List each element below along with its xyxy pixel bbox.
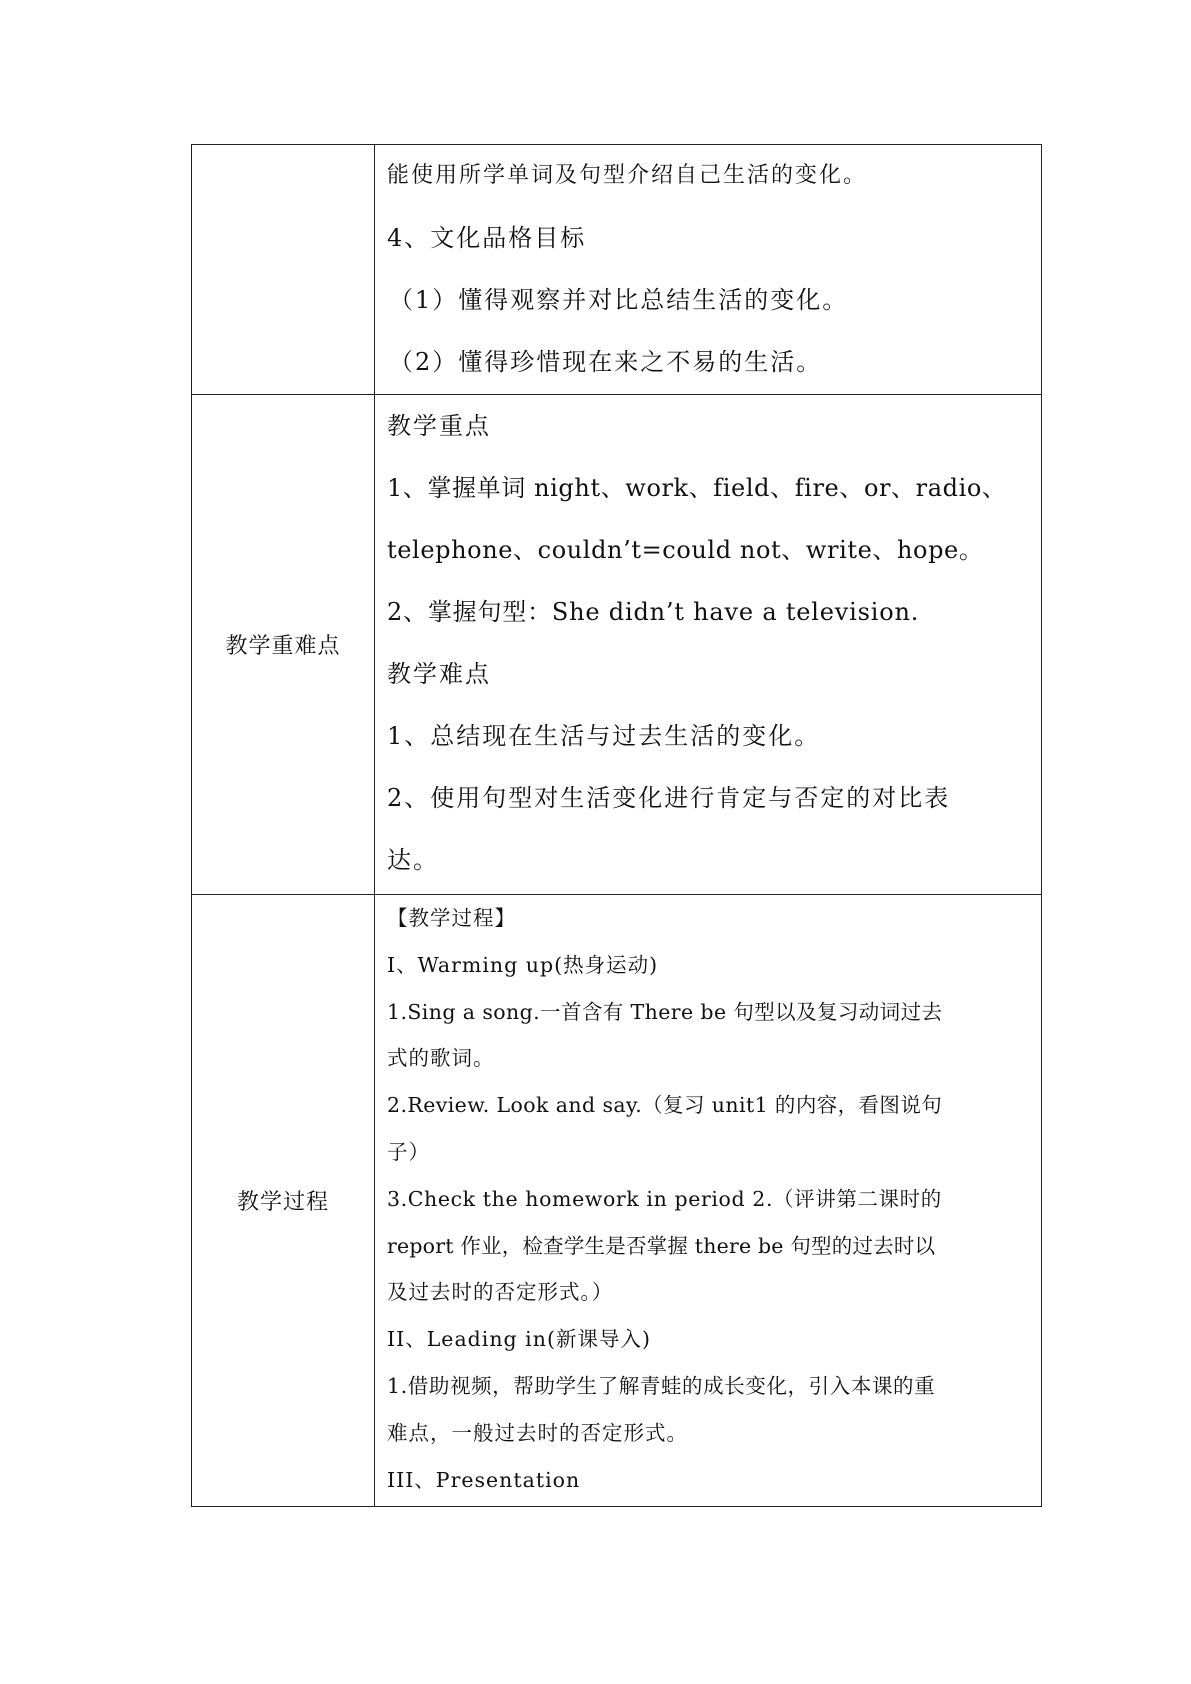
process-section-title: II、Leading in(新课导入) <box>387 1327 651 1352</box>
difficult-point-item: 1、总结现在生活与过去生活的变化。 <box>387 722 821 750</box>
key-points-heading: 教学重点 <box>387 412 491 440</box>
key-point-item: telephone、couldn’t=could not、write、hope。 <box>387 536 984 564</box>
objective-heading: 4、文化品格目标 <box>387 224 587 252</box>
lesson-plan-table <box>191 144 1042 1507</box>
process-section-title: III、Presentation <box>387 1467 581 1492</box>
objective-line: 能使用所学单词及句型介绍自己生活的变化。 <box>387 163 868 188</box>
key-point-item: 2、掌握句型：She didn’t have a television. <box>387 598 920 626</box>
process-item: 1.借助视频，帮助学生了解青蛙的成长变化，引入本课的重 <box>387 1373 936 1398</box>
objective-item: （2）懂得珍惜现在来之不易的生活。 <box>389 348 823 376</box>
process-section-title: I、Warming up(热身运动) <box>387 952 659 977</box>
table-row-process <box>192 895 1042 1507</box>
row-label-key-points: 教学重难点 <box>192 395 375 895</box>
process-item: 3.Check the homework in period 2.（评讲第二课时的 <box>387 1186 942 1211</box>
process-item: 子） <box>387 1139 430 1164</box>
process-item: 式的歌词。 <box>387 1046 495 1071</box>
table-row-objectives <box>192 145 1042 395</box>
process-item: 1.Sing a song.一首含有 There be 句型以及复习动词过去 <box>387 999 943 1024</box>
process-item: 及过去时的否定形式。） <box>387 1280 614 1305</box>
row-label-process: 教学过程 <box>192 895 375 1507</box>
objective-item: （1）懂得观察并对比总结生活的变化。 <box>389 286 849 314</box>
row-content-process <box>375 895 1042 1507</box>
key-point-item: 1、掌握单词 night、work、field、fire、or、radio、 <box>387 474 1007 502</box>
difficult-point-item: 2、使用句型对生活变化进行肯定与否定的对比表 <box>387 784 951 812</box>
row-content-objectives <box>375 145 1042 395</box>
process-item: report 作业，检查学生是否掌握 there be 句型的过去时以 <box>387 1233 936 1258</box>
process-item: 2.Review. Look and say.（复习 unit1 的内容，看图说句 <box>387 1093 943 1118</box>
row-label-objectives <box>192 145 375 395</box>
table-row-key-points <box>192 395 1042 895</box>
difficult-point-item: 达。 <box>387 846 439 874</box>
process-item: 难点，一般过去时的否定形式。 <box>387 1420 688 1445</box>
difficult-points-heading: 教学难点 <box>387 660 491 688</box>
process-heading: 【教学过程】 <box>387 906 516 930</box>
row-content-key-points <box>375 395 1042 895</box>
